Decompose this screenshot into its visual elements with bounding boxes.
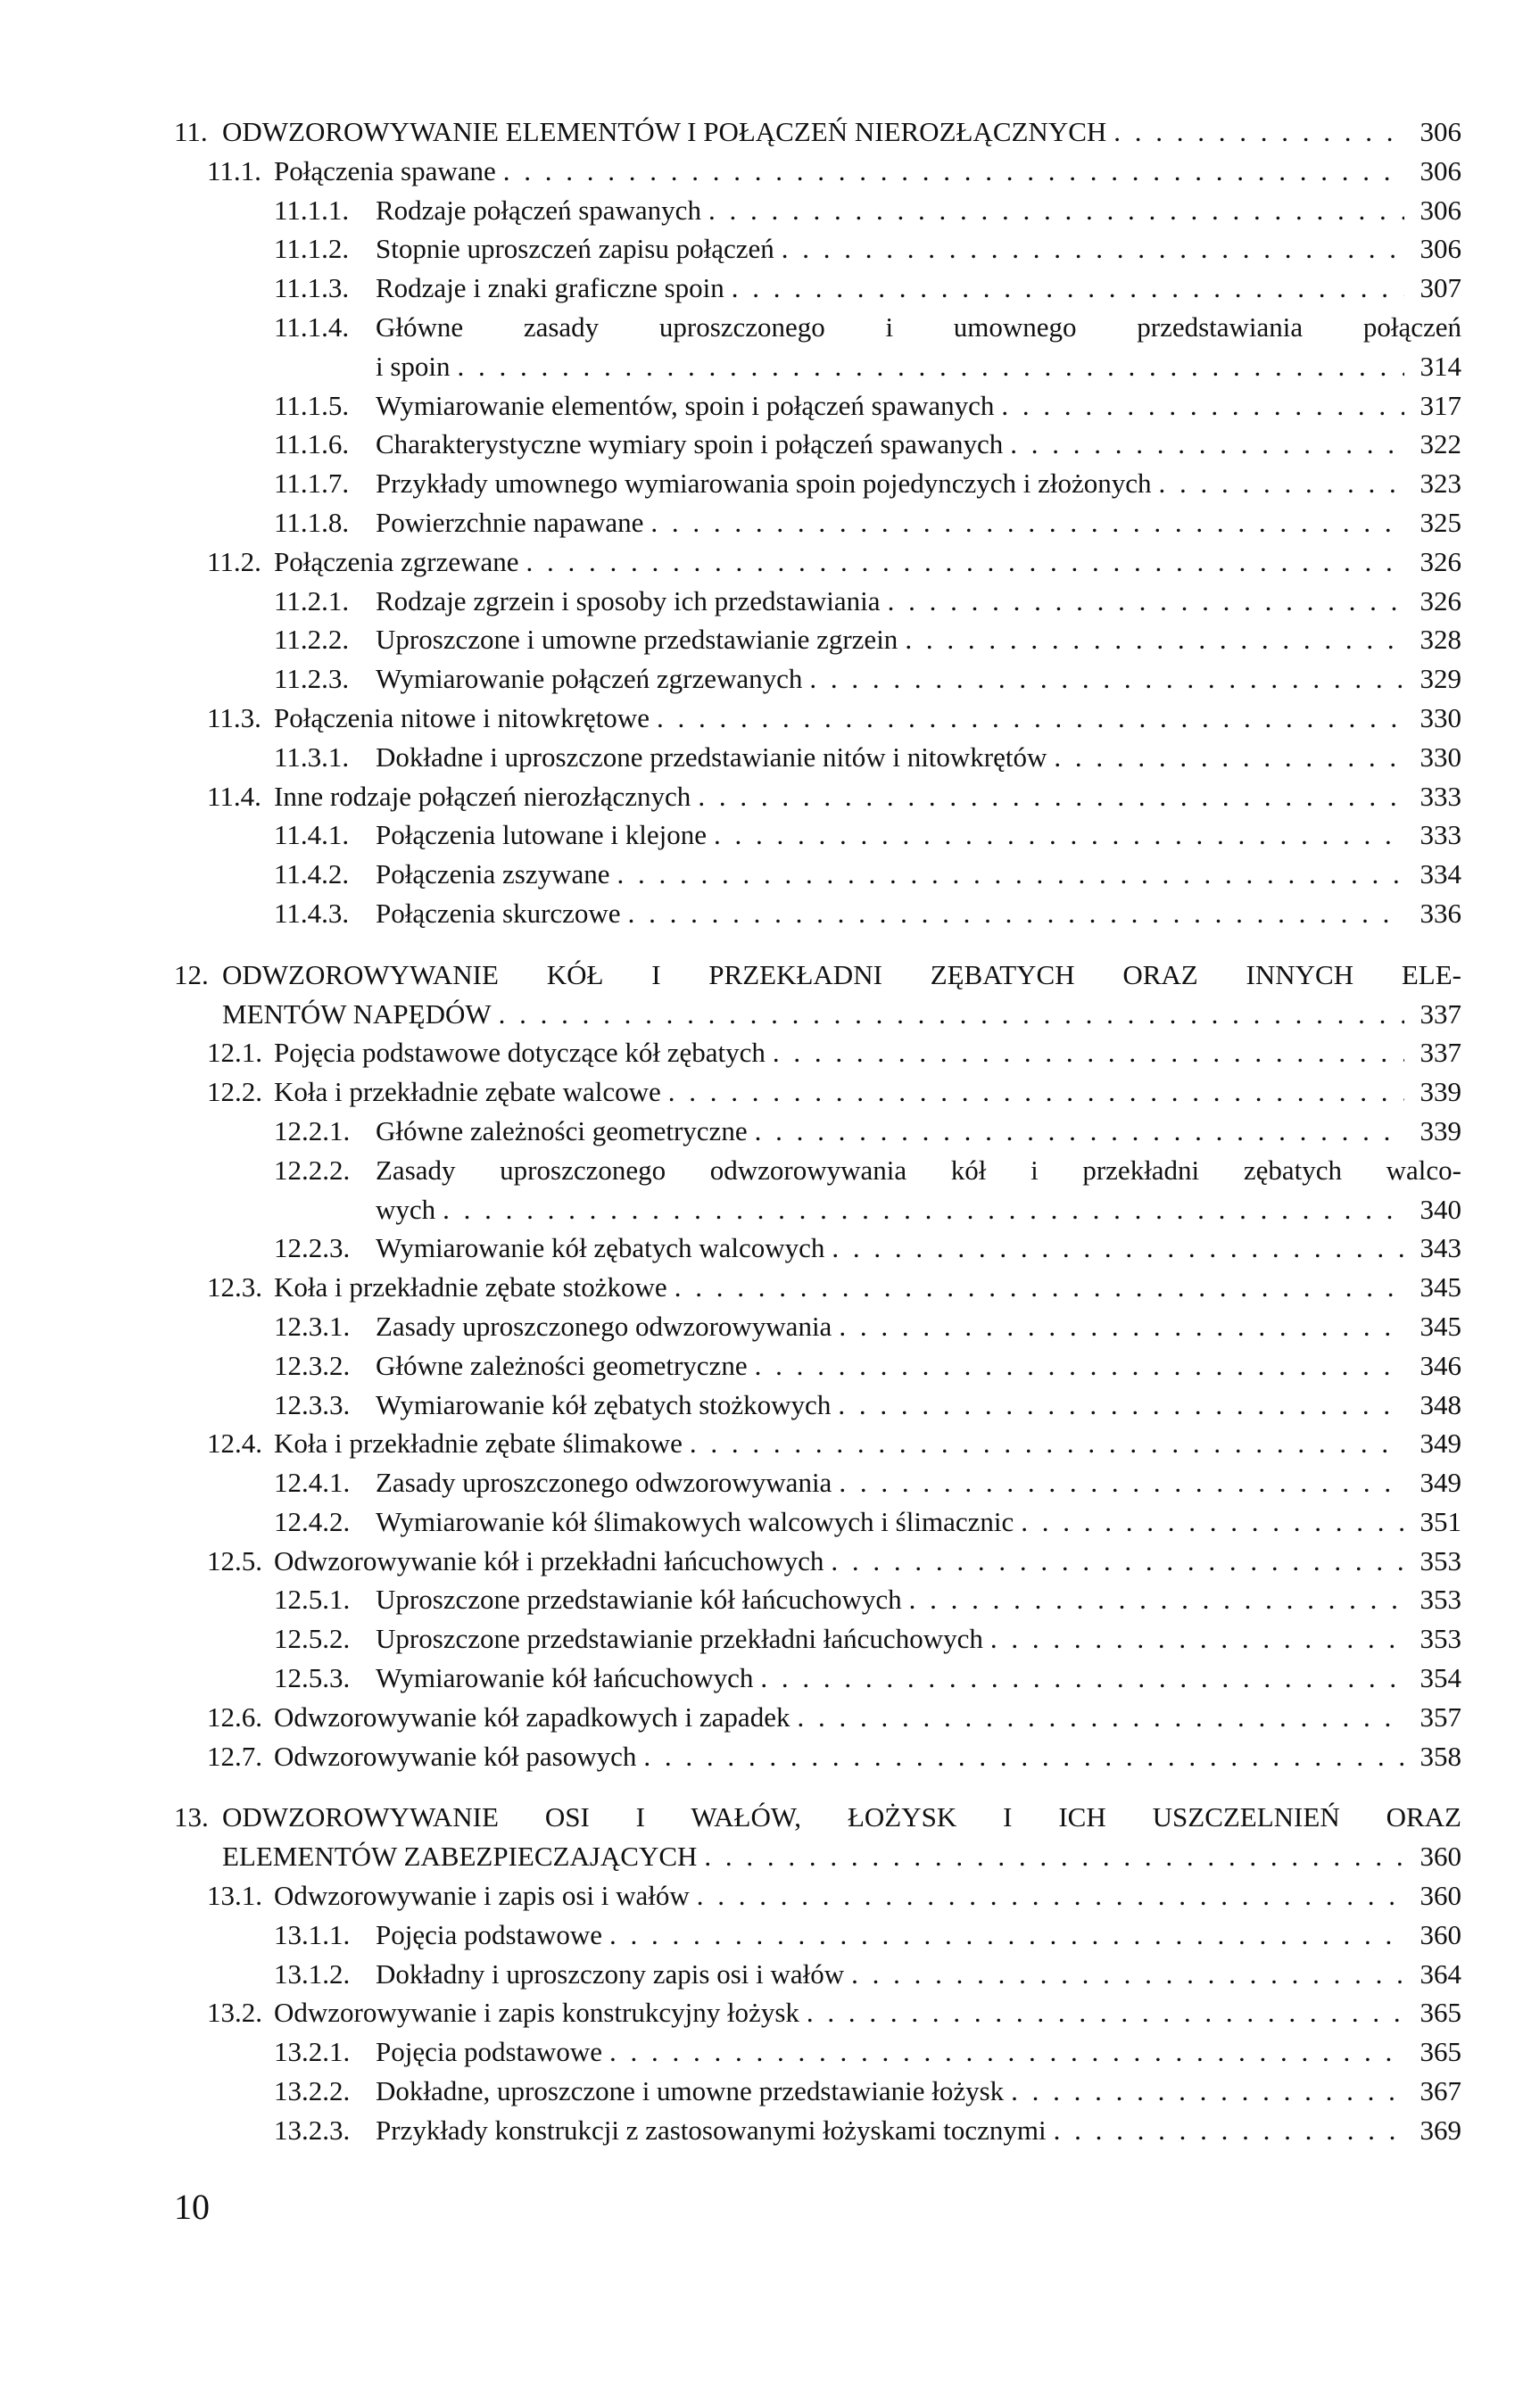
dot-leader [760, 1659, 1404, 1698]
entry-title: Główne zasady uproszczonego i umownego przedstawiania połączeń [376, 310, 1461, 343]
entry-page: 353 [1420, 1544, 1461, 1576]
entry-title: Odwzorowywanie kół zapadkowych i zapadek [274, 1700, 790, 1733]
toc-entry [174, 229, 1461, 269]
dot-leader [732, 269, 1404, 308]
entry-number: 13.1. [207, 1880, 262, 1912]
dot-leader [499, 995, 1404, 1034]
dot-leader [839, 1463, 1404, 1502]
dot-leader [704, 1837, 1404, 1876]
toc-entry [174, 620, 1461, 659]
entry-page: 328 [1420, 624, 1461, 656]
entry-page: 323 [1420, 468, 1461, 500]
entry-number: 11.1.4. [274, 310, 350, 343]
entry-page: 330 [1420, 701, 1461, 733]
dot-leader [755, 1112, 1404, 1151]
entry-page: 343 [1420, 1232, 1461, 1264]
toc-entry [174, 1346, 1461, 1386]
dot-leader [503, 152, 1404, 191]
toc-entry [174, 1424, 1461, 1463]
toc-entry [174, 777, 1461, 816]
dot-leader [990, 1619, 1404, 1659]
entry-page: 336 [1420, 897, 1461, 929]
entry-title: Przykłady konstrukcji z zastosowanymi łożyskami tocznymi [376, 2114, 1047, 2146]
entry-title: Połączenia zgrzewane [274, 545, 519, 577]
toc-entry [174, 1916, 1461, 1955]
entry-title: Rodzaje i znaki graficzne spoin [376, 272, 724, 304]
entry-page: 353 [1420, 1584, 1461, 1616]
entry-title: MENTÓW NAPĘDÓW [222, 997, 492, 1030]
entry-page: 349 [1420, 1467, 1461, 1499]
entry-title: Zasady uproszczonego odwzorowywania [376, 1310, 832, 1342]
entry-page: 345 [1420, 1310, 1461, 1342]
entry-page: 358 [1420, 1740, 1461, 1772]
toc-entry [174, 308, 1461, 347]
entry-number: 12.7. [207, 1740, 262, 1772]
toc-entry [174, 503, 1461, 542]
entry-title: Dokładne, uproszczone i umowne przedstawianie łożysk [376, 2075, 1005, 2107]
toc-entry [174, 542, 1461, 582]
entry-title: Główne zależności geometryczne [376, 1114, 748, 1146]
entry-page: 306 [1420, 194, 1461, 226]
entry-number: 11. [174, 116, 208, 147]
entry-number: 12.4.2. [274, 1505, 351, 1537]
dot-leader [668, 1072, 1404, 1112]
entry-page: 333 [1420, 819, 1461, 851]
entry-number: 11.1.5. [274, 389, 350, 421]
entry-title: ODWZOROWYWANIE OSI I WAŁÓW, ŁOŻYSK I ICH USZCZELNIEŃ ORAZ [222, 1801, 1461, 1833]
entry-page: 326 [1420, 545, 1461, 577]
toc-entry [174, 855, 1461, 894]
dot-leader [458, 347, 1404, 386]
dot-leader [1054, 2111, 1404, 2150]
toc-entry [174, 582, 1461, 621]
dot-leader [650, 503, 1404, 542]
entry-title: wych [376, 1193, 436, 1225]
entry-title: Zasady uproszczonego odwzorowywania kół i przekładni zębatych walco- [376, 1154, 1461, 1186]
entry-number: 11.3.1. [274, 741, 350, 773]
entry-number: 11.1.6. [274, 428, 350, 460]
entry-number: 12.3.1. [274, 1310, 351, 1342]
entry-page: 326 [1420, 584, 1461, 616]
toc-entry-continuation [174, 995, 1461, 1034]
toc-entry [174, 815, 1461, 855]
dot-leader [526, 542, 1404, 582]
entry-page: 340 [1420, 1193, 1461, 1225]
dot-leader [609, 1916, 1404, 1955]
entry-number: 12.5. [207, 1544, 262, 1576]
toc-entry [174, 738, 1461, 777]
dot-leader [797, 1698, 1404, 1737]
toc-entry [174, 1072, 1461, 1112]
entry-number: 12.2.3. [274, 1232, 351, 1264]
entry-title: Połączenia zszywane [376, 858, 610, 890]
entry-number: 13.2.3. [274, 2114, 351, 2146]
dot-leader [782, 229, 1404, 269]
dot-leader [628, 894, 1404, 933]
toc-entry [174, 699, 1461, 738]
dot-leader [617, 855, 1404, 894]
dot-leader [888, 582, 1404, 621]
entry-title: Koła i przekładnie zębate stożkowe [274, 1271, 667, 1303]
entry-page: 369 [1420, 2114, 1461, 2146]
dot-leader [905, 620, 1404, 659]
entry-page: 349 [1420, 1427, 1461, 1460]
entry-page: 306 [1420, 116, 1461, 147]
dot-leader [1054, 738, 1404, 777]
toc-entry [174, 1876, 1461, 1916]
entry-number: 11.4.3. [274, 897, 350, 929]
entry-page: 367 [1420, 2075, 1461, 2107]
dot-leader [851, 1955, 1404, 1994]
entry-number: 12.2.2. [274, 1154, 351, 1186]
toc-entry [174, 894, 1461, 933]
entry-number: 11.1. [207, 154, 261, 186]
toc-entry [174, 2072, 1461, 2111]
toc-entry [174, 1619, 1461, 1659]
toc-entry [174, 464, 1461, 503]
entry-title: Odwzorowywanie i zapis konstrukcyjny łożysk [274, 1997, 799, 2029]
entry-title: Połączenia skurczowe [376, 897, 621, 929]
entry-number: 11.1.7. [274, 468, 350, 500]
dot-leader [755, 1346, 1404, 1386]
entry-title: Połączenia lutowane i klejone [376, 819, 708, 851]
entry-title: Charakterystyczne wymiary spoin i połączeń spawanych [376, 428, 1004, 460]
entry-number: 12.2. [207, 1076, 262, 1108]
dot-leader [1113, 112, 1404, 152]
toc-entry [174, 1659, 1461, 1698]
entry-number: 13.2. [207, 1997, 262, 2029]
dot-leader [675, 1268, 1404, 1307]
entry-page: 325 [1420, 506, 1461, 538]
entry-number: 11.2.1. [274, 584, 350, 616]
entry-title: Dokładne i uproszczone przedstawianie nitów i nitowkrętów [376, 741, 1047, 773]
toc-entry [174, 1229, 1461, 1268]
entry-page: 339 [1420, 1076, 1461, 1108]
entry-page: 357 [1420, 1700, 1461, 1733]
entry-number: 12.2.1. [274, 1114, 351, 1146]
entry-number: 12.3.3. [274, 1388, 351, 1420]
toc-entry [174, 1542, 1461, 1581]
entry-number: 13.2.2. [274, 2075, 351, 2107]
entry-title: i spoin [376, 350, 451, 382]
entry-page: 306 [1420, 233, 1461, 265]
entry-title: ELEMENTÓW ZABEZPIECZAJĄCYCH [222, 1841, 698, 1873]
entry-title: ODWZOROWYWANIE KÓŁ I PRZEKŁADNI ZĘBATYCH ORAZ INNYCH ELE- [222, 958, 1461, 990]
toc-entry [174, 152, 1461, 191]
entry-title: Uproszczone przedstawianie kół łańcuchowych [376, 1584, 902, 1616]
toc-entry [174, 1580, 1461, 1619]
entry-title: Pojęcia podstawowe dotyczące kół zębatych [274, 1037, 766, 1069]
entry-title: Odwzorowywanie i zapis osi i wałów [274, 1880, 690, 1912]
dot-leader [909, 1580, 1404, 1619]
entry-number: 12.3. [207, 1271, 262, 1303]
toc-entry [174, 1737, 1461, 1776]
entry-title: Stopnie uproszczeń zapisu połączeń [376, 233, 774, 265]
toc-entry [174, 191, 1461, 230]
entry-page: 339 [1420, 1114, 1461, 1146]
dot-leader [643, 1737, 1404, 1776]
entry-page: 360 [1420, 1880, 1461, 1912]
entry-page: 337 [1420, 1037, 1461, 1069]
entry-title: Wymiarowanie kół zębatych walcowych [376, 1232, 825, 1264]
entry-number: 13. [174, 1801, 209, 1833]
dot-leader [773, 1033, 1404, 1072]
dot-leader [657, 699, 1404, 738]
entry-page: 334 [1420, 858, 1461, 890]
toc-entry-continuation [174, 1837, 1461, 1876]
toc-entry-continuation [174, 347, 1461, 386]
entry-page: 351 [1420, 1505, 1461, 1537]
entry-title: Powierzchnie napawane [376, 506, 644, 538]
dot-leader [831, 1542, 1404, 1581]
entry-number: 12. [174, 958, 209, 990]
entry-page: 333 [1420, 780, 1461, 812]
entry-number: 11.2.3. [274, 663, 350, 695]
dot-leader [807, 1993, 1404, 2032]
entry-title: Połączenia spawane [274, 154, 496, 186]
toc-entry [174, 1955, 1461, 1994]
entry-number: 13.1.2. [274, 1957, 351, 1990]
entry-page: 365 [1420, 2036, 1461, 2068]
toc-entry [174, 1993, 1461, 2032]
toc-entry [174, 2111, 1461, 2150]
entry-number: 12.3.2. [274, 1349, 351, 1381]
toc-entry [174, 425, 1461, 464]
toc-entry [174, 112, 1461, 152]
toc-entry [174, 1268, 1461, 1307]
entry-page: 345 [1420, 1271, 1461, 1303]
entry-number: 12.5.1. [274, 1584, 351, 1616]
entry-number: 11.2. [207, 545, 261, 577]
toc-entry [174, 1386, 1461, 1425]
dot-leader [697, 1876, 1404, 1916]
entry-number: 11.2.2. [274, 624, 350, 656]
entry-title: Wymiarowanie połączeń zgrzewanych [376, 663, 803, 695]
entry-page: 360 [1420, 1918, 1461, 1950]
entry-title: Pojęcia podstawowe [376, 2036, 602, 2068]
dot-leader [809, 659, 1404, 699]
entry-title: Dokładny i uproszczony zapis osi i wałów [376, 1957, 845, 1990]
entry-page: 317 [1420, 389, 1461, 421]
entry-page: 364 [1420, 1957, 1461, 1990]
entry-title: Koła i przekładnie zębate walcowe [274, 1076, 661, 1108]
entry-page: 354 [1420, 1662, 1461, 1694]
toc-entry [174, 1112, 1461, 1151]
toc-entry [174, 1698, 1461, 1737]
entry-number: 12.6. [207, 1700, 262, 1733]
dot-leader [832, 1229, 1404, 1268]
entry-title: Uproszczone i umowne przedstawianie zgrzein [376, 624, 898, 656]
entry-number: 11.1.3. [274, 272, 350, 304]
entry-page: 360 [1420, 1841, 1461, 1873]
entry-number: 11.1.2. [274, 233, 350, 265]
dot-leader [1021, 1502, 1404, 1542]
entry-title: Odwzorowywanie kół i przekładni łańcuchowych [274, 1544, 824, 1576]
entry-page: 314 [1420, 350, 1461, 382]
toc-entry [174, 1151, 1461, 1190]
entry-title: ODWZOROWYWANIE ELEMENTÓW I POŁĄCZEŃ NIEROZŁĄCZNYCH [222, 116, 1107, 147]
toc-entry [174, 2032, 1461, 2072]
entry-number: 13.2.1. [274, 2036, 351, 2068]
dot-leader [838, 1386, 1404, 1425]
toc-entry [174, 956, 1461, 995]
toc-entry [174, 1463, 1461, 1502]
entry-number: 11.4.1. [274, 819, 350, 851]
entry-title: Uproszczone przedstawianie przekładni łańcuchowych [376, 1623, 983, 1655]
entry-page: 346 [1420, 1349, 1461, 1381]
dot-leader [609, 2032, 1404, 2072]
dot-leader [708, 191, 1404, 230]
entry-number: 12.4.1. [274, 1467, 351, 1499]
entry-page: 329 [1420, 663, 1461, 695]
entry-title: Zasady uproszczonego odwzorowywania [376, 1467, 832, 1499]
toc-entry [174, 659, 1461, 699]
entry-number: 12.5.2. [274, 1623, 351, 1655]
entry-number: 11.4. [207, 780, 261, 812]
entry-title: Rodzaje zgrzein i sposoby ich przedstawiania [376, 584, 881, 616]
toc-entry [174, 1033, 1461, 1072]
entry-page: 307 [1420, 272, 1461, 304]
dot-leader [1001, 386, 1404, 426]
toc-entry-continuation [174, 1190, 1461, 1229]
toc-entry [174, 1798, 1461, 1837]
entry-number: 11.3. [207, 701, 261, 733]
entry-title: Odwzorowywanie kół pasowych [274, 1740, 637, 1772]
entry-number: 13.1.1. [274, 1918, 351, 1950]
dot-leader [443, 1190, 1404, 1229]
entry-title: Wymiarowanie kół zębatych stożkowych [376, 1388, 832, 1420]
entry-page: 337 [1420, 997, 1461, 1030]
entry-title: Połączenia nitowe i nitowkrętowe [274, 701, 650, 733]
dot-leader [1010, 425, 1404, 464]
entry-title: Koła i przekładnie zębate ślimakowe [274, 1427, 683, 1460]
entry-page: 365 [1420, 1997, 1461, 2029]
table-of-contents [174, 112, 1461, 2150]
toc-entry [174, 269, 1461, 308]
entry-page: 348 [1420, 1388, 1461, 1420]
toc-entry [174, 1502, 1461, 1542]
entry-number: 12.5.3. [274, 1662, 351, 1694]
entry-page: 322 [1420, 428, 1461, 460]
entry-number: 12.4. [207, 1427, 262, 1460]
page-number: 10 [174, 2187, 210, 2227]
entry-page: 353 [1420, 1623, 1461, 1655]
entry-number: 11.1.1. [274, 194, 350, 226]
entry-page: 330 [1420, 741, 1461, 773]
entry-title: Inne rodzaje połączeń nierozłącznych [274, 780, 691, 812]
entry-title: Pojęcia podstawowe [376, 1918, 602, 1950]
toc-entry [174, 1307, 1461, 1346]
dot-leader [690, 1424, 1404, 1463]
entry-number: 12.1. [207, 1037, 262, 1069]
dot-leader [1159, 464, 1405, 503]
entry-title: Wymiarowanie kół ślimakowych walcowych i ślimacznic [376, 1505, 1014, 1537]
dot-leader [714, 815, 1404, 855]
entry-title: Rodzaje połączeń spawanych [376, 194, 701, 226]
entry-page: 306 [1420, 154, 1461, 186]
dot-leader [839, 1307, 1404, 1346]
toc-entry [174, 386, 1461, 426]
dot-leader [1011, 2072, 1404, 2111]
entry-title: Wymiarowanie kół łańcuchowych [376, 1662, 754, 1694]
entry-title: Wymiarowanie elementów, spoin i połączeń spawanych [376, 389, 995, 421]
entry-title: Główne zależności geometryczne [376, 1349, 748, 1381]
entry-number: 11.1.8. [274, 506, 350, 538]
entry-title: Przykłady umownego wymiarowania spoin pojedynczych i złożonych [376, 468, 1152, 500]
entry-number: 11.4.2. [274, 858, 350, 890]
dot-leader [698, 777, 1404, 816]
